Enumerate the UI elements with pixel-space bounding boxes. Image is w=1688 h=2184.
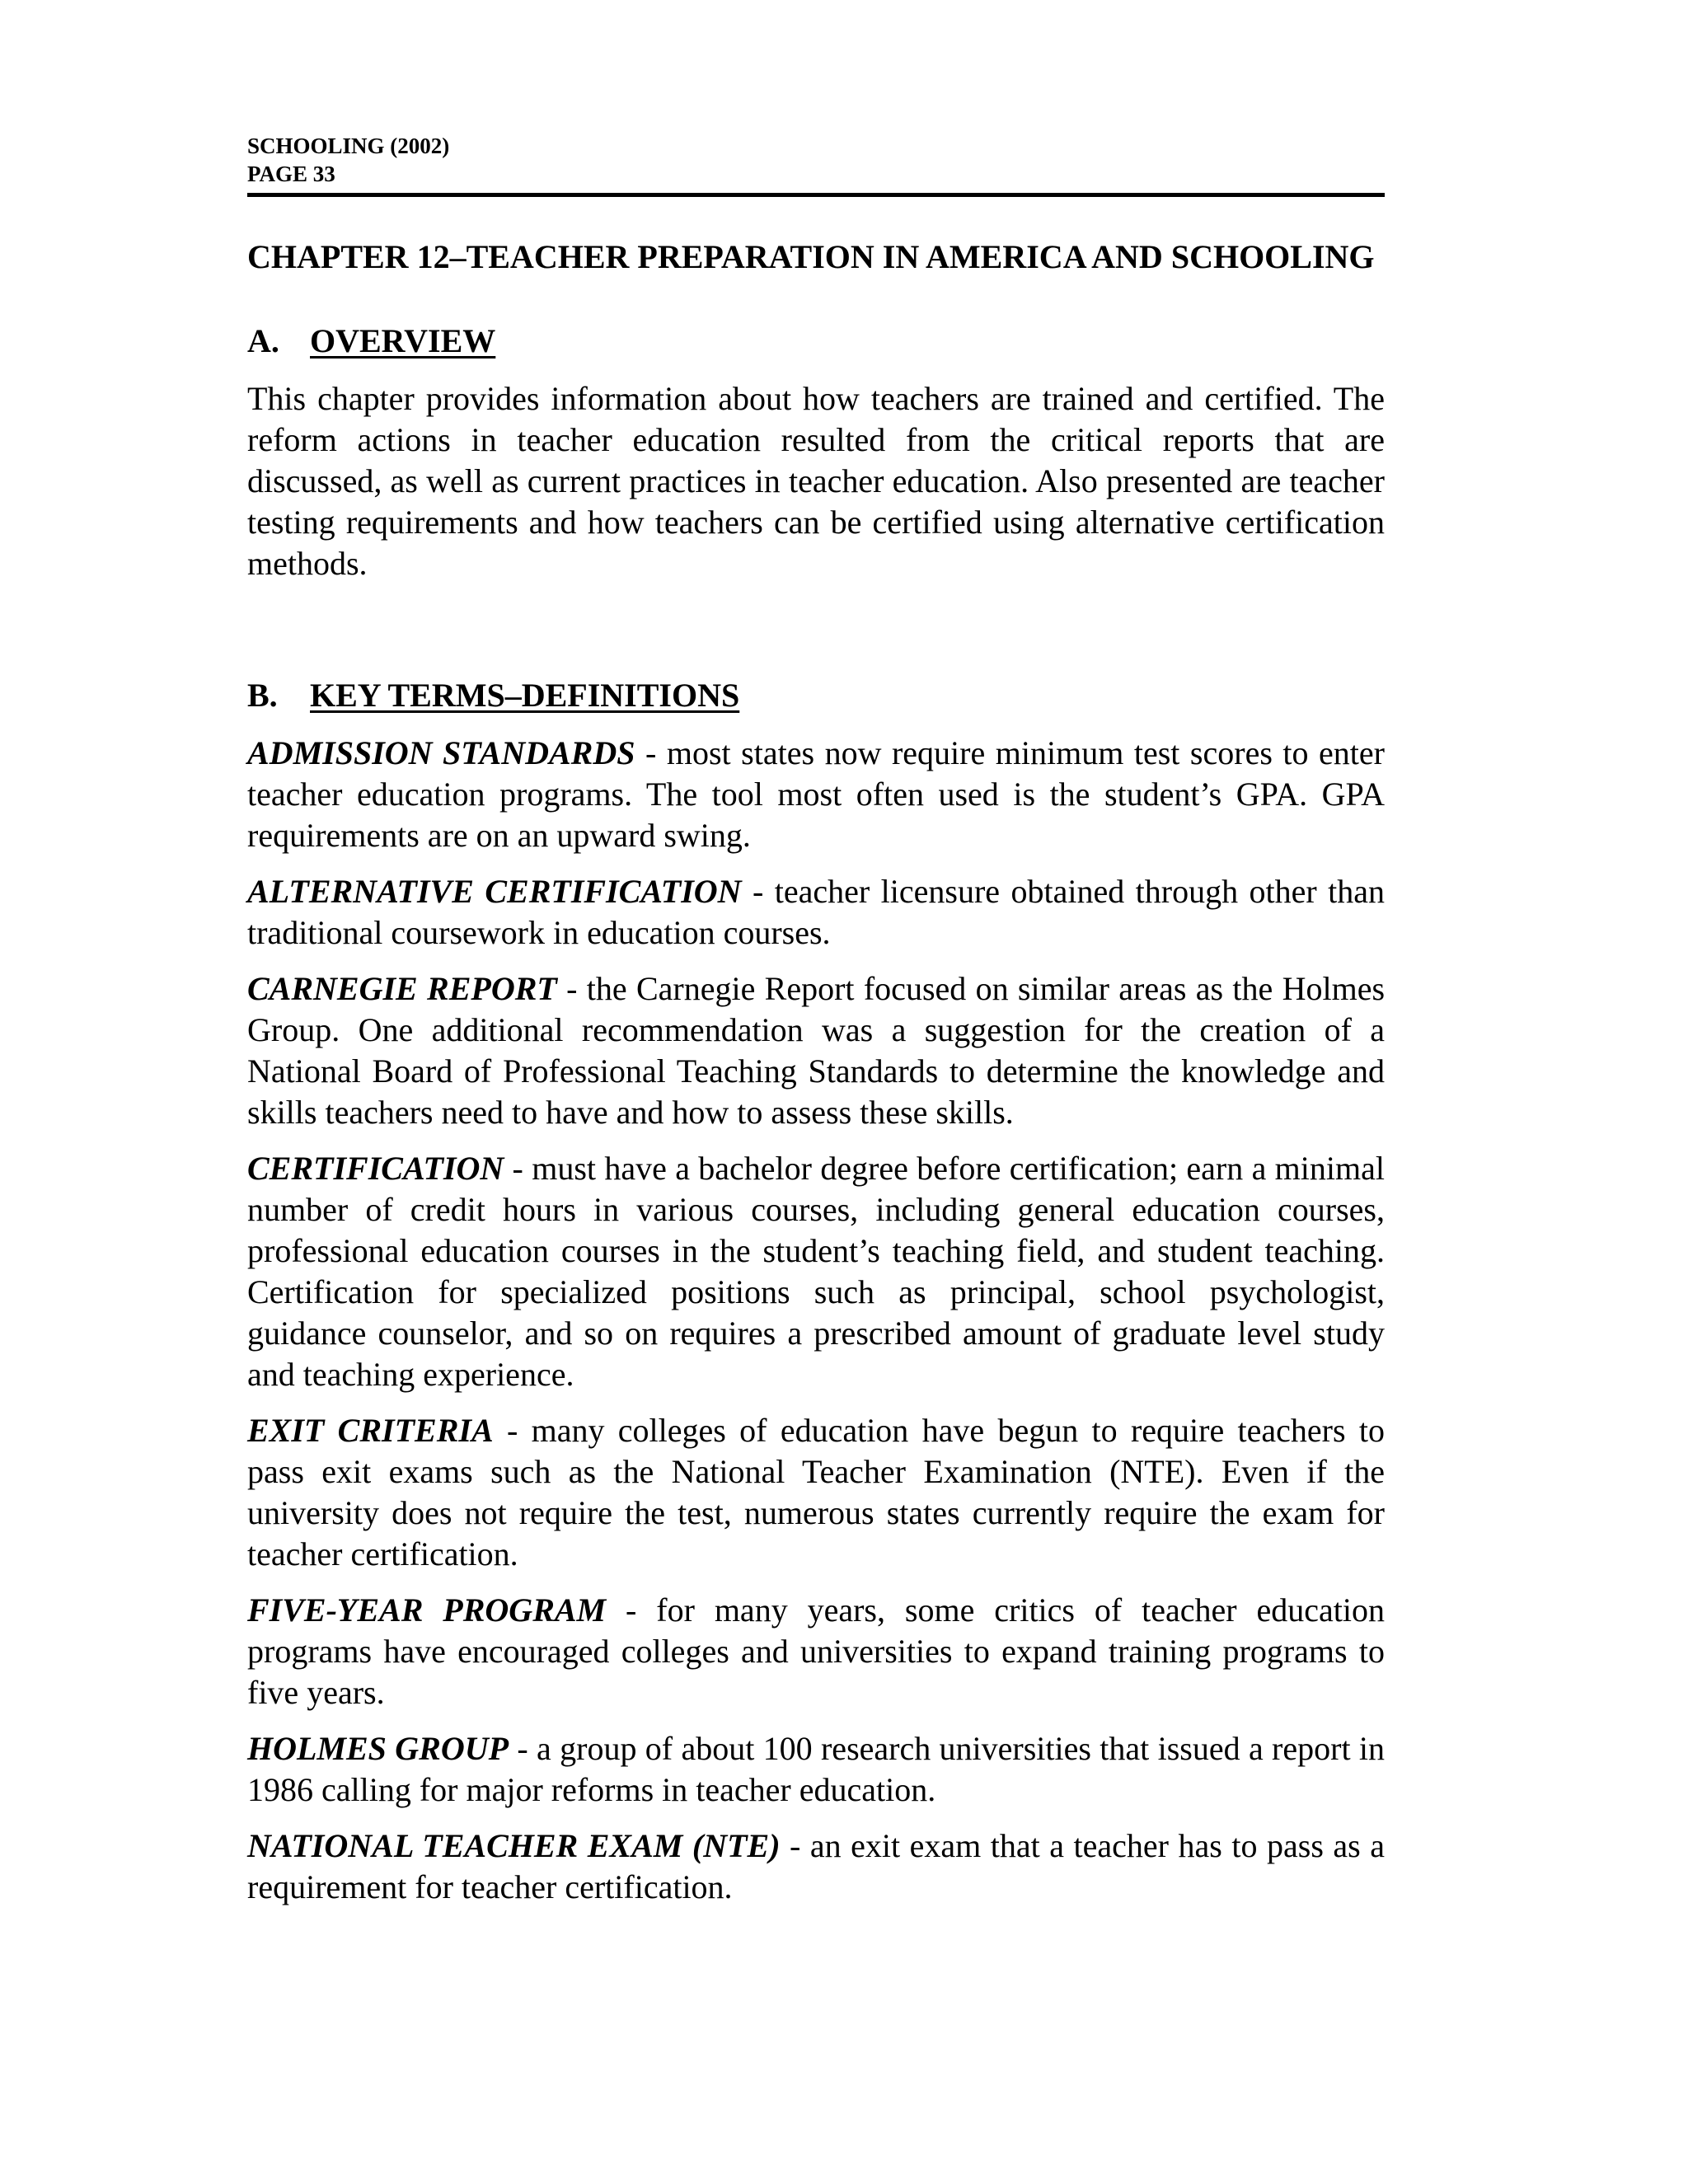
term-entry-five-year-program (247, 1590, 1385, 1713)
overview-section-letter: A. (247, 322, 279, 359)
term-name: ALTERNATIVE CERTIFICATION (247, 873, 742, 910)
term-definition: - for many years, some critics of teacher education programs have encouraged colleges and universities to expand training programs to five years. (247, 1591, 1385, 1711)
term-entry-exit-criteria (247, 1410, 1385, 1575)
term-name: EXIT CRITERIA (247, 1412, 494, 1449)
key-terms-heading (247, 675, 1385, 716)
key-terms-heading-text: KEY TERMS–DEFINITIONS (310, 677, 740, 714)
term-definition: - most states now require minimum test scores to enter teacher education programs. The tool most often used is the student’s GPA. GPA requirements are on an upward swing. (247, 734, 1385, 854)
overview-heading (247, 321, 1385, 362)
term-definition: - many colleges of education have begun to require teachers to pass exit exams such as the National Teacher Examination (NTE). Even if the university does not require the test, numerous states currently require the exam for teacher certification. (247, 1412, 1385, 1572)
term-name: CARNEGIE REPORT (247, 970, 557, 1007)
running-head (247, 132, 1385, 188)
term-definition: - a group of about 100 research universities that issued a report in 1986 calling for major reforms in teacher education. (247, 1730, 1386, 1808)
term-entry-carnegie-report (247, 968, 1385, 1133)
term-definition: - an exit exam that a teacher has to pass as a requirement for teacher certification. (247, 1827, 1385, 1905)
term-entry-holmes-group (247, 1728, 1385, 1811)
document-page (247, 132, 1385, 1923)
running-head-title: SCHOOLING (2002) (247, 134, 450, 158)
term-definition: - must have a bachelor degree before certification; earn a minimal number of credit hours in various courses, including general education courses, professional education courses in the student’s teaching field, and student teaching. Certification for specialized positions such as principal, school psychologist, guidance counselor, and so on requires a prescribed amount of graduate level study and teaching experience. (247, 1150, 1385, 1393)
term-name: CERTIFICATION (247, 1150, 504, 1187)
term-entry-alternative-certification (247, 871, 1385, 954)
term-name: FIVE-YEAR PROGRAM (247, 1591, 607, 1629)
term-entry-admission-standards (247, 733, 1385, 856)
overview-paragraph: This chapter provides information about how teachers are trained and certified. The reform actions in teacher education resulted from the critical reports that are discussed, as well as current practices in teacher education. Also presented are teacher testing requirements and how teachers can be certified using alternative certification methods. (247, 380, 1385, 582)
term-entry-certification (247, 1148, 1385, 1395)
key-terms-section-letter: B. (247, 677, 278, 714)
term-entry-national-teacher-exam (247, 1825, 1385, 1908)
term-name: ADMISSION STANDARDS (247, 734, 635, 771)
key-terms-section (247, 675, 1385, 1908)
running-head-page-number: PAGE 33 (247, 162, 335, 186)
term-definition: - teacher licensure obtained through other than traditional coursework in education courses. (247, 873, 1385, 951)
overview-section (247, 321, 1385, 584)
term-definition: - the Carnegie Report focused on similar areas as the Holmes Group. One additional recommendation was a suggestion for the creation of a National Board of Professional Teaching Standards to determine the knowledge and skills teachers need to have and how to assess these skills. (247, 970, 1386, 1131)
overview-heading-text: OVERVIEW (310, 322, 496, 359)
term-name: HOLMES GROUP (247, 1730, 509, 1767)
header-rule (247, 193, 1385, 197)
chapter-title: CHAPTER 12–TEACHER PREPARATION IN AMERICA AND SCHOOLING (247, 238, 1375, 275)
term-name: NATIONAL TEACHER EXAM (NTE) (247, 1827, 781, 1864)
